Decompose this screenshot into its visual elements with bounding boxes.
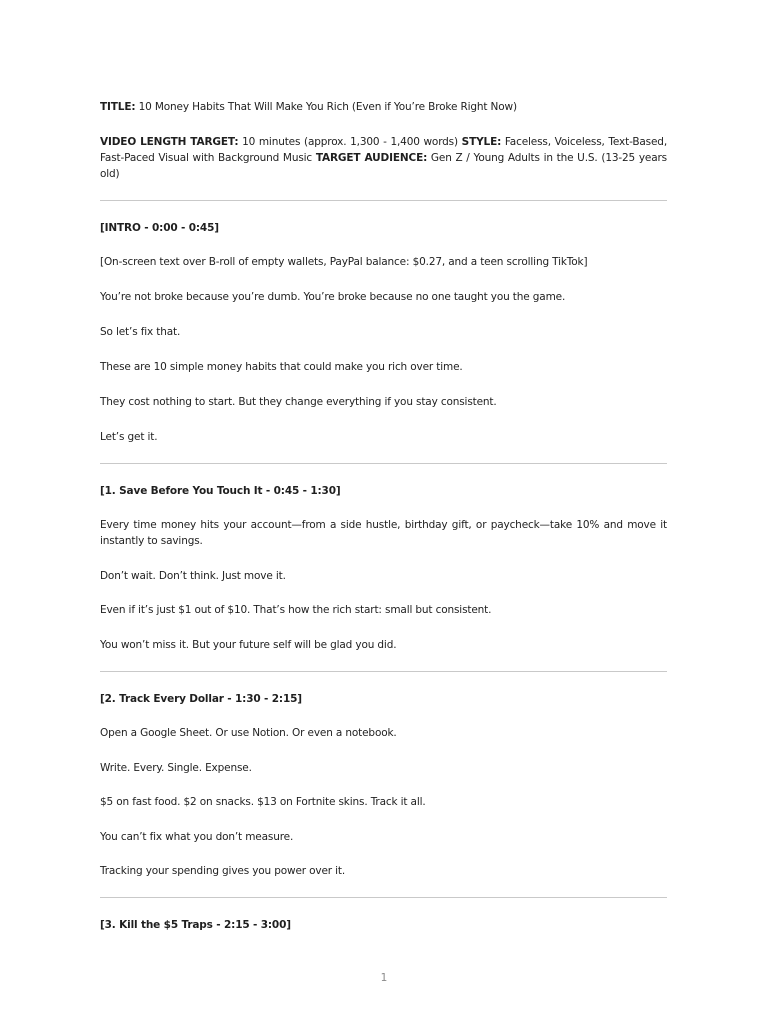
length-label: VIDEO LENGTH TARGET:	[100, 136, 239, 148]
document-page	[100, 99, 667, 933]
section-2-heading: [2. Track Every Dollar - 1:30 - 2:15]	[100, 693, 302, 705]
section-2-line: Open a Google Sheet. Or use Notion. Or even a notebook.	[100, 727, 397, 739]
intro-heading: [INTRO - 0:00 - 0:45]	[100, 222, 219, 234]
meta-paragraph	[100, 134, 667, 182]
section-1-heading: [1. Save Before You Touch It - 0:45 - 1:30]	[100, 485, 341, 497]
section-1-line: Don’t wait. Don’t think. Just move it.	[100, 570, 286, 582]
intro-line: They cost nothing to start. But they change everything if you stay consistent.	[100, 396, 497, 408]
intro-line: You’re not broke because you’re dumb. You’re broke because no one taught you the game.	[100, 291, 566, 303]
divider	[100, 897, 667, 898]
section-2-line: $5 on fast food. $2 on snacks. $13 on Fortnite skins. Track it all.	[100, 796, 426, 808]
title-line	[100, 99, 667, 115]
section-3-heading: [3. Kill the $5 Traps - 2:15 - 3:00]	[100, 919, 291, 931]
intro-line: So let’s fix that.	[100, 326, 181, 338]
page-number: 1	[380, 972, 388, 984]
section-1-line: You won’t miss it. But your future self will be glad you did.	[100, 639, 397, 651]
style-value: Faceless, Voiceless, Text-Based, Fast-Paced Visual with Background Music	[100, 136, 668, 164]
title-label: TITLE:	[100, 101, 136, 113]
intro-line: These are 10 simple money habits that could make you rich over time.	[100, 361, 463, 373]
intro-line: Let’s get it.	[100, 431, 158, 443]
audience-value: Gen Z / Young Adults in the U.S. (13-25 years old)	[100, 152, 667, 180]
divider	[100, 671, 667, 672]
divider	[100, 463, 667, 464]
section-2-line: You can’t fix what you don’t measure.	[100, 831, 294, 843]
section-2-line: Tracking your spending gives you power over it.	[100, 865, 346, 877]
length-value: 10 minutes (approx. 1,300 - 1,400 words)	[238, 136, 462, 148]
intro-line: [On-screen text over B-roll of empty wallets, PayPal balance: $0.27, and a teen scrolling TikTok]	[100, 256, 588, 268]
section-1-line: Even if it’s just $1 out of $10. That’s how the rich start: small but consistent.	[100, 604, 492, 616]
style-label: STYLE:	[461, 136, 502, 148]
section-1-line: Every time money hits your account—from a side hustle, birthday gift, or paycheck—take 10% and move it instantly to savings.	[100, 519, 667, 547]
title-value: 10 Money Habits That Will Make You Rich (Even if You’re Broke Right Now)	[135, 101, 517, 113]
audience-label: TARGET AUDIENCE:	[315, 152, 428, 164]
section-2-line: Write. Every. Single. Expense.	[100, 762, 252, 774]
divider	[100, 200, 667, 201]
